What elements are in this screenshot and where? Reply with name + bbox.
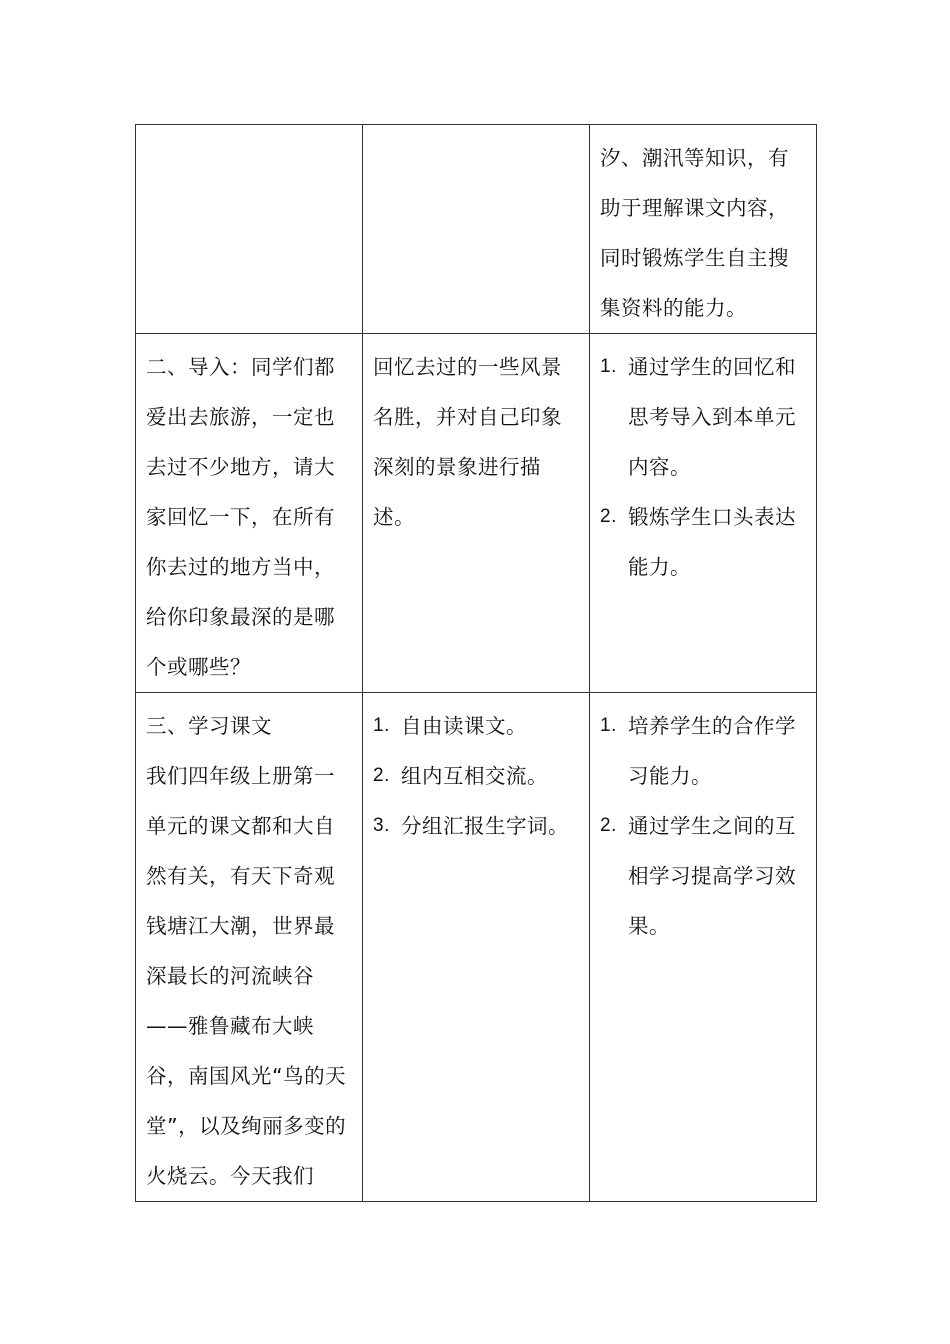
activity-cell [363,693,590,1202]
process-text: 我们四年级上册第一单元的课文都和大自然有关，有天下奇观钱塘江大潮，世界最深最长的河流峡谷——雅鲁藏布大峡谷，南国风光“鸟的天堂”，以及绚丽多变的火烧云。今天我们 [146,764,347,1188]
activity-text: 回忆去过的一些风景名胜，并对自己印象深刻的景象进行描述。 [373,355,562,529]
list-text: 锻炼学生口头表达能力。 [628,505,796,579]
activity-cell [363,334,590,693]
process-title: 三、学习课文 [146,714,272,738]
list-number: 2. [600,506,617,527]
table-row [136,693,817,1202]
process-cell [136,125,363,334]
intent-cell [590,125,817,334]
table-row [136,334,817,693]
list-text: 培养学生的合作学习能力。 [628,714,796,788]
list-item [600,701,806,801]
list-text: 通过学生的回忆和思考导入到本单元内容。 [628,355,796,479]
list-number: 3. [373,815,390,836]
list-text: 分组汇报生字词。 [401,814,569,838]
list-number: 1. [373,715,390,736]
activity-list [373,701,579,851]
list-number: 1. [600,356,617,377]
list-number: 2. [600,815,617,836]
intent-list [600,701,806,951]
list-item [600,492,806,592]
list-item [373,701,579,751]
list-text: 组内互相交流。 [401,764,548,788]
list-number: 2. [373,765,390,786]
list-text: 通过学生之间的互相学习提高学习效果。 [628,814,796,938]
list-item [373,801,579,851]
table-row [136,125,817,334]
intent-cell [590,693,817,1202]
list-item [373,751,579,801]
process-cell [136,334,363,693]
list-item [600,801,806,951]
list-text: 自由读课文。 [401,714,527,738]
intent-cell [590,334,817,693]
process-text: 二、导入：同学们都爱出去旅游，一定也去过不少地方，请大家回忆一下，在所有你去过的地方当中，给你印象最深的是哪个或哪些？ [146,355,335,679]
activity-cell [363,125,590,334]
intent-list [600,342,806,592]
intent-text: 汐、潮汛等知识，有助于理解课文内容，同时锻炼学生自主搜集资料的能力。 [600,146,789,320]
list-item [600,342,806,492]
lesson-plan-table [135,124,817,1202]
list-number: 1. [600,715,617,736]
process-cell [136,693,363,1202]
